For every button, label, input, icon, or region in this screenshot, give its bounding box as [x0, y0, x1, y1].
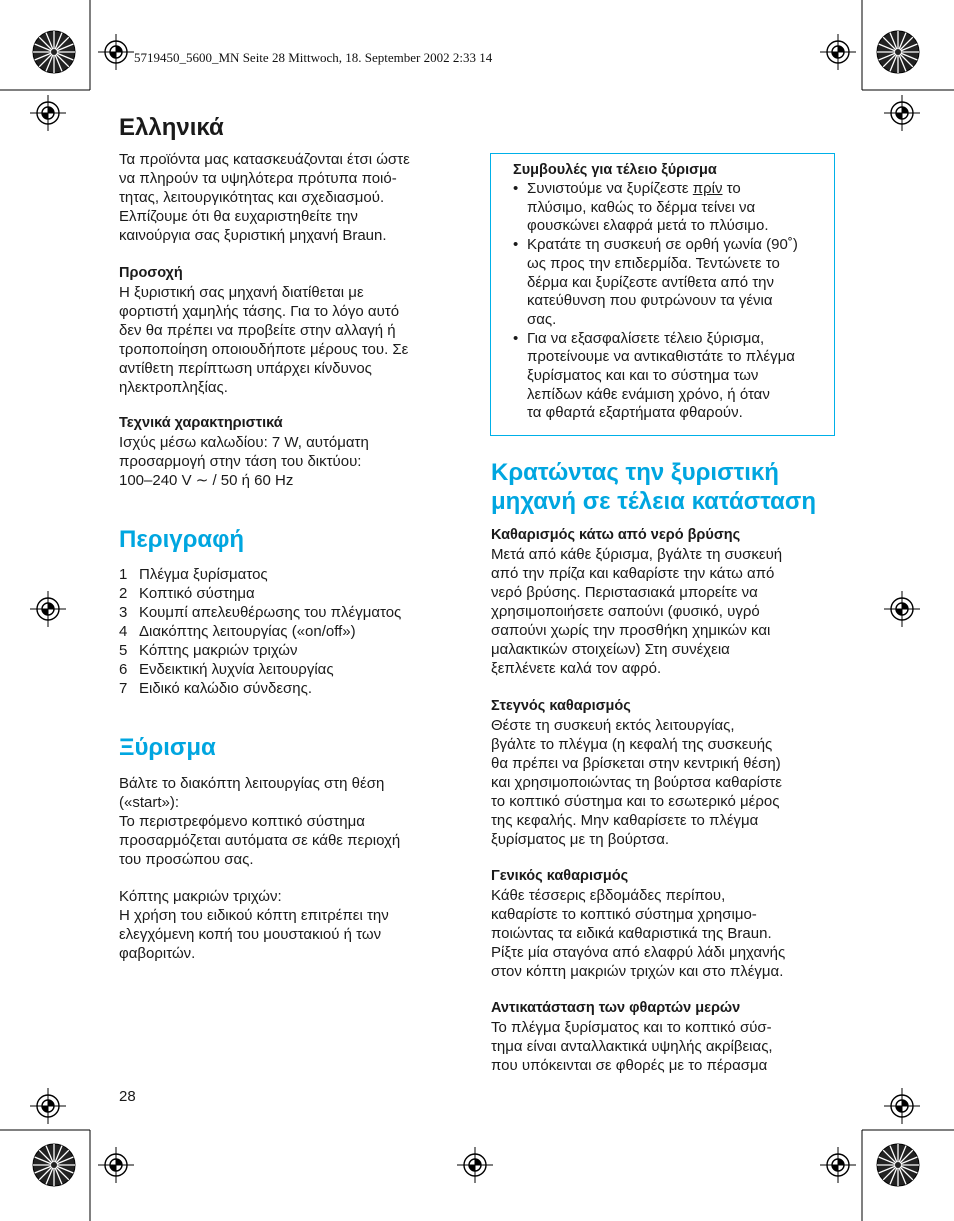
dry-cleaning-text: Θέστε τη συσκευή εκτός λειτουργίας, βγάλτε το πλέγμα (η κεφαλή της συσκευής θα πρέπει να βρίσκεται στην κεντρική θέση) και χρησιμοποιώντας τη βούρτσα καθαρίστε το κοπτικό σύστημα και το εσωτερικό μέρος της κεφαλής. Μην καθαρίσετε το πλέγμα ξυρίσματος με τη βούρτσα.	[491, 717, 782, 848]
tap-cleaning-heading: Καθαρισμός κάτω από νερό βρύσης	[491, 527, 741, 543]
page-number: 28	[119, 1088, 136, 1105]
list-item: 4 Διακόπτης λειτουργίας («on/off»)	[119, 623, 356, 640]
care-heading: Κρατώντας την ξυριστική μηχανή σε τέλεια κατάσταση	[491, 459, 816, 515]
replacement-heading: Αντικατάσταση των φθαρτών μερών	[491, 1000, 741, 1016]
list-item: 3 Κουμπί απελευθέρωσης του πλέγματος	[119, 604, 402, 621]
shaving-text: Βάλτε το διακόπτη λειτουργίας στη θέση («start»): Το περιστρεφόμενο κοπτικό σύστημα προσαρμόζεται αυτόματα σε κάθε περιοχή του προσώπου σας.	[119, 775, 401, 868]
registration-mark-icon	[30, 95, 66, 131]
general-cleaning-text: Κάθε τέσσερις εβδομάδες περίπου, καθαρίστε το κοπτικό σύστημα χρησιμο- ποιώντας τα ειδικά καθαριστικά της Braun. Ρίξτε μία σταγόνα από ελαφρύ λάδι μηχανής στον κόπτη μακριών τριχών και στο πλέγμα.	[491, 887, 786, 980]
tips-box	[490, 153, 835, 436]
page-title: Ελληνικά	[119, 114, 224, 141]
bullet: •	[513, 180, 519, 197]
specs-heading: Τεχνικά χαρακτηριστικά	[119, 415, 283, 431]
list-item: 5 Κόπτης μακριών τριχών	[119, 642, 298, 659]
registration-mark-icon	[98, 34, 134, 70]
registration-mark-icon	[884, 95, 920, 131]
bullet: •	[513, 329, 519, 347]
general-cleaning-heading: Γενικός καθαρισμός	[491, 868, 629, 884]
bullet: •	[513, 236, 519, 254]
tap-cleaning-text: Μετά από κάθε ξύρισμα, βγάλτε τη συσκευή από την πρίζα και καθαρίστε την κάτω από νερό βρύσης. Περιστασιακά μπορείτε να χρησιμοποιήσετε σαπούνι (φυσικό, υγρό σαπούνι χωρίς την προσθήκη χημικών και μαλακτικών στοιχείων) Στη συνέχεια ξεπλένετε καλά τον αφρό.	[491, 546, 783, 677]
list-item: 1 Πλέγμα ξυρίσματος	[119, 566, 268, 583]
list-item: 7 Ειδικό καλώδιο σύνδεσης.	[119, 680, 313, 697]
registration-mark-icon	[820, 34, 856, 70]
list-item: • Για να εξασφαλίσετε τέλειο ξύρισμα, προτείνουμε να αντικαθιστάτε το πλέγμα ξυρίσματος και και το σύστημα των λεπίδων κάθε ενάμιση χρόνο, ή όταν τα φθαρτά εξαρτήματα φθαρούν.	[513, 329, 795, 422]
long-hair-trimmer-text: Κόπτης μακριών τριχών: Η χρήση του ειδικού κόπτη επιτρέπει την ελεγχόμενη κοπή του μουστακιού ή των φαβοριτών.	[119, 888, 389, 962]
list-item: • Συνιστούμε να ξυρίζεστε πρίν το πλύσιμο, καθώς το δέρμα τείνει να φουσκώνει ελαφρά μετά το πλύσιμο.	[513, 180, 769, 235]
list-item: 2 Κοπτικό σύστημα	[119, 585, 255, 602]
print-job-header: 5719450_5600_MN Seite 28 Mittwoch, 18. September 2002 2:33 14	[134, 50, 493, 65]
caution-text: Η ξυριστική σας μηχανή διατίθεται με φορτιστή χαμηλής τάσης. Για το λόγο αυτό δεν θα πρέπει να προβείτε στην αλλαγή ή τροποποίηση οποιουδήποτε μέρους του. Σε αντίθετη περίπτωση υπάρχει κίνδυνος ηλεκτροπληξίας.	[119, 284, 409, 396]
dry-cleaning-heading: Στεγνός καθαρισμός	[491, 698, 631, 714]
specs-text: Ισχύς μέσω καλωδίου: 7 W, αυτόματη προσαρμογή στην τάση του δικτύου: 100–240 V ∼ / 50 ή 60 Hz	[119, 434, 369, 489]
registration-mark-icon	[884, 591, 920, 627]
description-heading: Περιγραφή	[119, 526, 245, 553]
list-item: • Κρατάτε τη συσκευή σε ορθή γωνία (90˚) ως προς την επιδερμίδα. Τεντώνετε το δέρμα και ξυρίζεστε αντίθετα από την κατεύθυνση που φυτρώνουν τα γένια σας.	[513, 236, 798, 328]
intro-paragraph: Τα προϊόντα μας κατασκευάζονται έτσι ώστε να πληρούν τα υψηλότερα πρότυπα ποιό- τητας, λειτουργικότητας και σχεδιασμού. Ελπίζουμε ότι θα ευχαριστηθείτε την καινούργια σας ξυριστική μηχανή Braun.	[119, 151, 410, 244]
color-star-target-icon	[877, 31, 919, 73]
registration-mark-icon	[884, 1088, 920, 1124]
registration-mark-icon	[30, 1088, 66, 1124]
registration-mark-icon	[30, 591, 66, 627]
color-star-target-icon	[33, 1144, 75, 1186]
shaving-heading: Ξύρισμα	[119, 734, 216, 761]
list-item: 6 Ενδεικτική λυχνία λειτουργίας	[119, 661, 334, 678]
caution-heading: Προσοχή	[119, 265, 183, 281]
registration-mark-icon	[457, 1147, 493, 1183]
registration-mark-icon	[98, 1147, 134, 1183]
replacement-text: Το πλέγμα ξυρίσματος και το κοπτικό σύσ- τημα είναι ανταλλακτικά υψηλής ακρίβειας, που υπόκεινται σε φθορές με το πέρασμα	[491, 1019, 773, 1074]
description-list	[119, 565, 469, 698]
tips-heading: Συμβουλές για τέλειο ξύρισμα	[513, 162, 717, 178]
registration-mark-icon	[820, 1147, 856, 1183]
color-star-target-icon	[33, 31, 75, 73]
color-star-target-icon	[877, 1144, 919, 1186]
